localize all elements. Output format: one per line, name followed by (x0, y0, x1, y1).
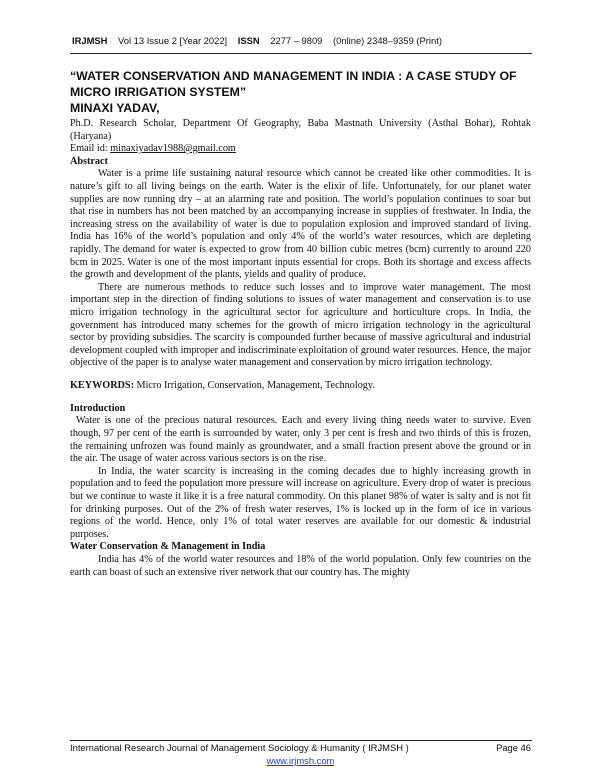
abstract-paragraph-2: There are numerous methods to reduce such losses and to improve water management. The most important step in the direction of finding solutions to issues of water management and conservation is to use micro irrigation technology in the agricultural sector for agriculture and horticulture crops. In India, the government has introduced many schemes for the growth of micro irrigation technology in the agricultural sector by providing subsidies. The scarcity is compounded further because of massive agricultural and industrial development coupled with improper and indiscriminate exploitation of ground water resources. Hence, the major objective of the paper is to analyse water management and conservation by micro irrigation technology. (70, 281, 531, 369)
issn-number: 2277 – 9809 (270, 35, 323, 46)
keywords-text: Micro Irrigation, Conservation, Management, Technology. (136, 380, 375, 392)
introduction-heading: Introduction (70, 402, 126, 414)
introduction-paragraph-2: In India, the water scarcity is increasing in the coming decades due to highly increasing growth in population and to feed the population more pressure will increase on agriculture. Every drop of water is precious but we continue to waste it like it is a free natural commodity. On this planet 98% of water is salty and is not fit for drinking purposes. Out of the 2% of fresh water reserves, 1% is locked up in the form of ice in various regions of the world. Hence, only 1% of total water reserves are available for our domestic & industrial purposes. (70, 465, 531, 540)
keywords-label: KEYWORDS: (70, 380, 134, 392)
abstract-heading: Abstract (70, 155, 108, 167)
introduction-paragraph-1: Water is one of the precious natural resources. Each and every living thing needs water to survive. Even though, 97 per cent of the earth is surrounded by water, only 3 per cent is fresh and two thirds of this is frozen, the remaining unfrozen was found mainly as groundwater, and a small fraction present above the ground or in the air. The usage of water across various sectors is on the rise. (70, 415, 531, 465)
running-header (72, 35, 542, 46)
email-link[interactable]: minaxiyadav1988@gmail.com (110, 143, 236, 155)
article-body (70, 68, 531, 579)
footer-journal-name: International Research Journal of Management Sociology & Humanity ( IRJMSH ) (70, 742, 409, 753)
journal-abbr: IRJMSH (72, 35, 108, 46)
section-heading-water-conservation: Water Conservation & Management in India (70, 541, 266, 553)
issn-label: ISSN (237, 35, 260, 46)
author-name: MINAXI YADAV, (70, 101, 160, 115)
author-affiliation: Ph.D. Research Scholar, Department Of Geography, Baba Mastnath University (Asthal Bohar), Rohtak (Haryana) (70, 118, 531, 142)
volume-info: Vol 13 Issue 2 [Year 2022] (118, 35, 228, 46)
journal-website-link[interactable]: www.irjmsh.com (266, 755, 335, 766)
email-label: Email id: (70, 143, 108, 155)
section-paragraph-1: India has 4% of the world water resources and 18% of the world population. Only few countries on the earth can boast of such an extensive river network that our country has. The mighty (70, 553, 531, 578)
author-email-line (70, 143, 531, 156)
article-title: “WATER CONSERVATION AND MANAGEMENT IN INDIA : A CASE STUDY OF MICRO IRRIGATION SYSTEM” (70, 69, 517, 99)
issn-online-print: (0nline) 2348–9359 (Print) (333, 35, 442, 46)
keywords-line (70, 380, 531, 393)
page-number: Page 46 (496, 742, 531, 753)
abstract-paragraph-1: Water is a prime life sustaining natural resource which cannot be created like other commodities. It is nature’s gift to all living beings on the earth. Water is the elixir of life. Unfortunately, for our planet water supplies are now running dry – at an alarming rate and position. The world’s population continues to soar but that rise in numbers has not been matched by an accompanying increase in supplies of freshwater. In India, the increasing stress on the availability of water is due to population explosion and improved standard of living. India has 16% of the world’s population and only 4% of the world’s water resources, which are depleting rapidly. The demand for water is expected to grow from 40 billion cubic metres (bcm) currently to around 220 bcm in 2025. Water is one of the most important inputs essential for crops. Both its shortage and excess affects the growth and development of the plants, yields and quality of produce. (70, 168, 531, 281)
footer-rule (70, 740, 532, 741)
header-rule (70, 53, 532, 54)
